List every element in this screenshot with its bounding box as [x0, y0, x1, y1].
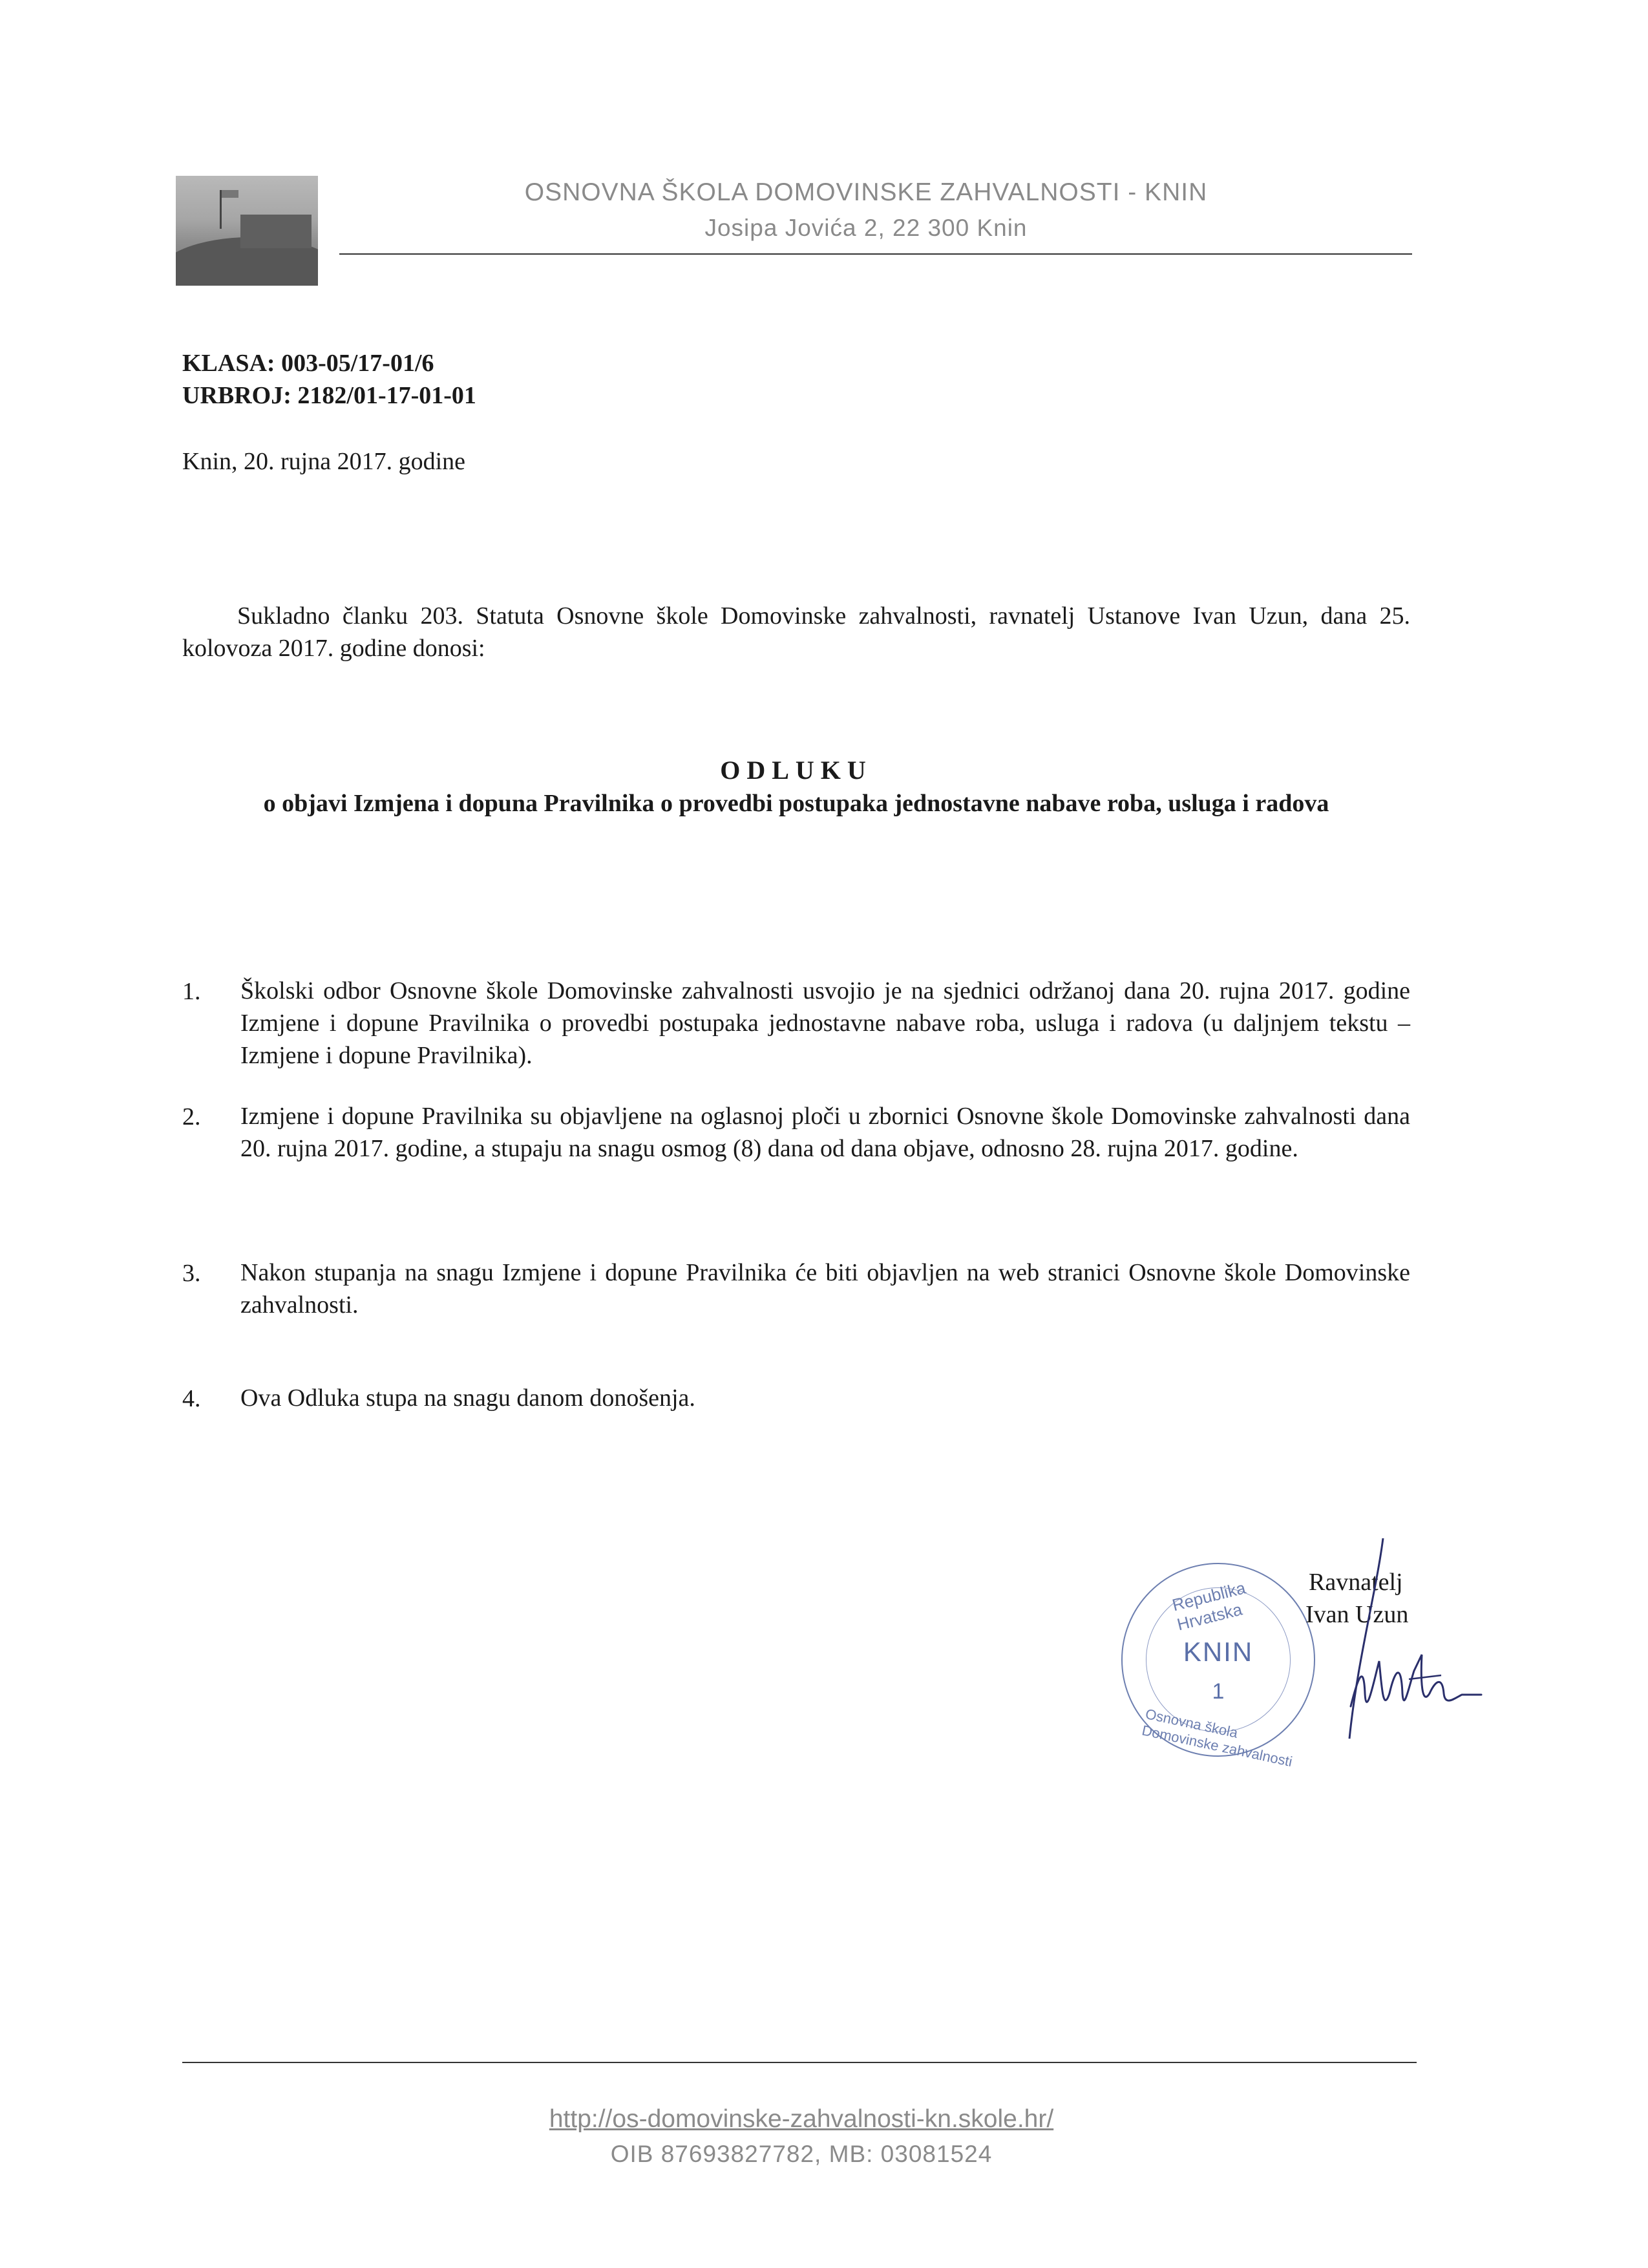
- signatory-role: Ravnatelj: [1309, 1569, 1403, 1596]
- header-divider: [339, 253, 1412, 255]
- intro-paragraph: Sukladno članku 203. Statuta Osnovne škole Domovinske zahvalnosti, ravnatelj Ustanove Ivan Uzun, dana 25. kolovoza 2017. godine donosi:: [182, 602, 1410, 662]
- stamp-top-text: Republika Hrvatska: [1170, 1578, 1248, 1635]
- decision-title: ODLUKU: [720, 756, 872, 785]
- handwritten-signature: [1312, 1532, 1506, 1752]
- urbroj-line: URBROJ: 2182/01-17-01-01: [182, 382, 476, 409]
- decision-subtitle: o objavi Izmjena i dopuna Pravilnika o provedbi postupaka jednostavne nabave roba, usluga i radova: [263, 790, 1329, 817]
- school-website-link[interactable]: http://os-domovinske-zahvalnosti-kn.skole.hr/: [549, 2105, 1054, 2133]
- school-stamp: [1121, 1563, 1315, 1770]
- stamp-number: 1: [1212, 1679, 1225, 1704]
- item-number: 4.: [182, 1385, 201, 1412]
- item-number: 1.: [182, 978, 201, 1005]
- school-photo: [176, 176, 318, 286]
- signatory-name: Ivan Uzun: [1305, 1601, 1409, 1628]
- item-number: 2.: [182, 1103, 201, 1130]
- school-name: OSNOVNA ŠKOLA DOMOVINSKE ZAHVALNOSTI - KNIN: [524, 178, 1208, 206]
- item-text: Ova Odluka stupa na snagu danom donošenja.: [240, 1384, 695, 1412]
- footer-divider: [182, 2062, 1417, 2063]
- item-text: Izmjene i dopune Pravilnika su objavljene na oglasnoj ploči u zbornici Osnovne škole Domovinske zahvalnosti dana 20. rujna 2017. godine, a stupaju na snagu osmog (8) dana od dana objave, odnosno 28. rujna 2017. godine.: [240, 1103, 1410, 1162]
- place-date-line: Knin, 20. rujna 2017. godine: [182, 448, 466, 475]
- stamp-city: KNIN: [1183, 1637, 1254, 1667]
- school-identifiers: OIB 87693827782, MB: 03081524: [610, 2141, 993, 2167]
- stamp-bottom-text: Osnovna škola Domovinske zahvalnosti: [1140, 1705, 1294, 1770]
- item-number: 3.: [182, 1260, 201, 1287]
- item-text: Nakon stupanja na snagu Izmjene i dopune Pravilnika će biti objavljen na web stranici Osnovne škole Domovinske zahvalnosti.: [240, 1259, 1410, 1319]
- klasa-line: KLASA: 003-05/17-01/6: [182, 350, 434, 377]
- school-address: Josipa Jovića 2, 22 300 Knin: [704, 215, 1028, 241]
- item-text: Školski odbor Osnovne škole Domovinske zahvalnosti usvojio je na sjednici održanoj dana 20. rujna 2017. godine Izmjene i dopune Pravilnika o provedbi postupaka jednostavne nabave roba, usluga i radova (u daljnjem tekstu – Izmjene i dopune Pravilnika).: [240, 977, 1410, 1069]
